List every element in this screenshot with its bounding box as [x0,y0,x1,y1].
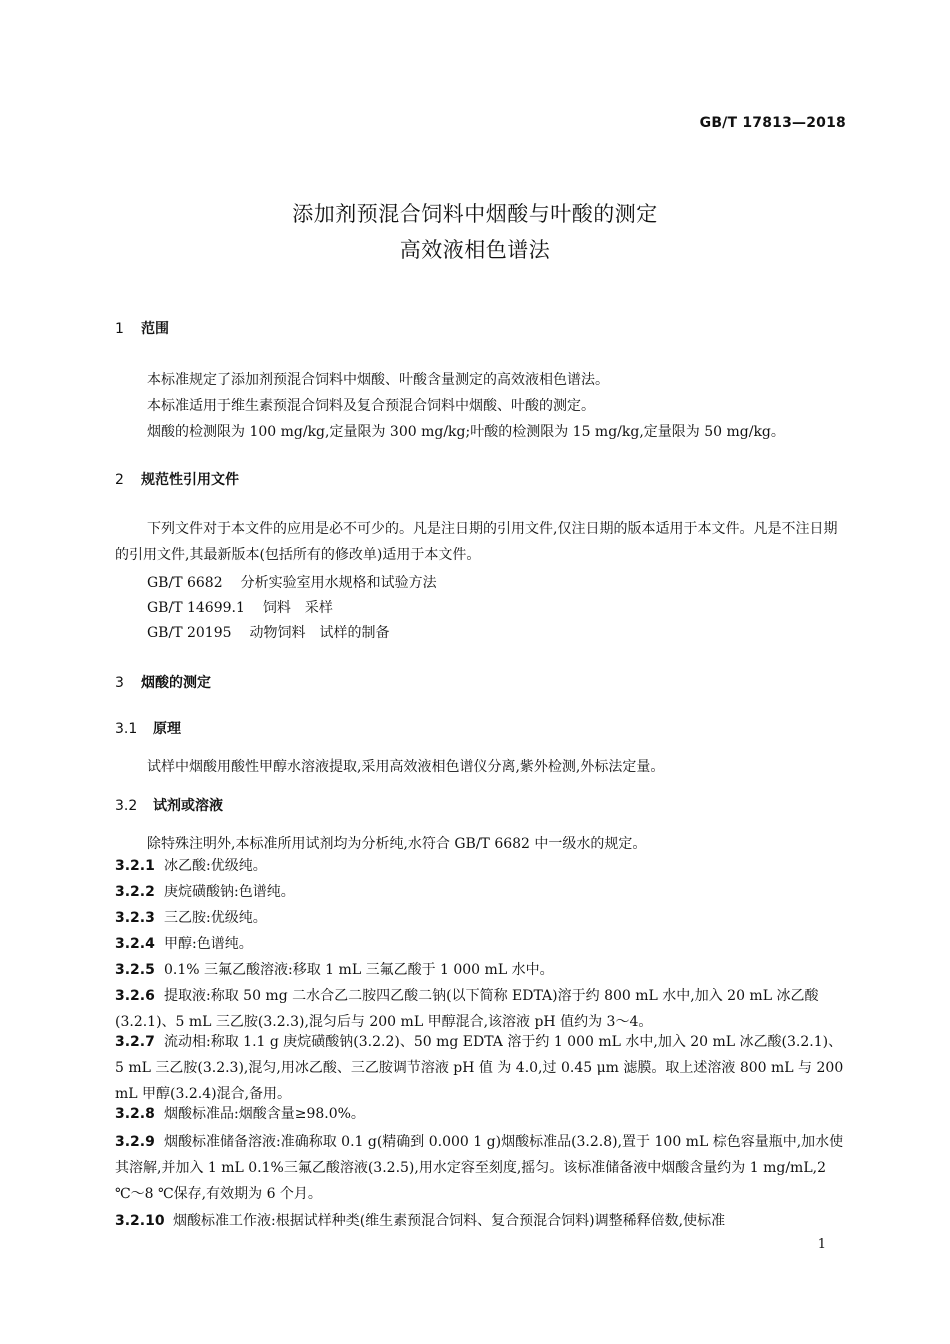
clause-text: 冰乙酸:优级纯。 [164,858,267,874]
reagent-item [115,983,846,1035]
clause-text: 庚烷磺酸钠:色谱纯。 [164,884,295,900]
reagent-item [115,1101,846,1127]
scope-paragraph-2: 本标准适用于维生素预混合饲料及复合预混合饲料中烟酸、叶酸的测定。 [147,398,595,414]
clause-number: 3.2.8 [115,1106,155,1122]
document-title-line2: 高效液相色谱法 [399,238,551,262]
subsection-title: 试剂或溶液 [153,798,223,814]
reagent-item [115,879,846,905]
reference-item [147,622,390,642]
clause-number: 3.2.3 [115,910,155,926]
clause-text: 0.1% 三氟乙酸溶液:移取 1 mL 三氟乙酸于 1 000 mL 水中。 [164,962,554,978]
document-title-line1: 添加剂预混合饲料中烟酸与叶酸的测定 [292,202,658,226]
section-number: 1 [115,321,124,337]
reference-item [147,572,437,592]
clause-text: 提取液:称取 50 mg 二水合乙二胺四乙酸二钠(以下简称 EDTA)溶于约 800 mL 水中,加入 20 mL 冰乙酸(3.2.1)、5 mL 三乙胺(3.2.3),混匀后与 200 mL 甲醇混合,该溶液 pH 值约为 3～4。 [115,988,819,1030]
reagent-item [115,905,846,931]
clause-number: 3.2.1 [115,858,155,874]
standard-code: GB/T 17813—2018 [699,115,846,131]
subsection-3-1-heading [115,718,181,738]
reagent-item [115,931,846,957]
principle-text: 试样中烟酸用酸性甲醇水溶液提取,采用高效液相色谱仪分离,紫外检测,外标法定量。 [147,759,665,775]
reagents-intro: 除特殊注明外,本标准所用试剂均为分析纯,水符合 GB/T 6682 中一级水的规定。 [147,836,647,852]
reagent-item [115,853,846,879]
section-number: 2 [115,472,124,488]
references-intro: 下列文件对于本文件的应用是必不可少的。凡是注日期的引用文件,仅注日期的版本适用于本文件。凡是不注日期的引用文件,其最新版本(包括所有的修改单)适用于本文件。 [115,521,838,563]
clause-text: 甲醇:色谱纯。 [164,936,253,952]
clause-text: 三乙胺:优级纯。 [164,910,267,926]
section-title: 烟酸的测定 [141,675,211,691]
reference-item [147,597,333,617]
clause-number: 3.2.7 [115,1034,155,1050]
section-title: 规范性引用文件 [141,472,239,488]
reagent-item [115,1029,846,1107]
reference-code: GB/T 20195 [147,625,232,641]
clause-number: 3.2.4 [115,936,155,952]
clause-text: 流动相:称取 1.1 g 庚烷磺酸钠(3.2.2)、50 mg EDTA 溶于约 1 000 mL 水中,加入 20 mL 冰乙酸(3.2.1)、5 mL 三乙胺(3.2.3),混匀,用冰乙酸、三乙胺调节溶液 pH 值 为 4.0,过 0.45 μm 滤膜。取上述溶液 800 mL 与 200 mL 甲醇(3.2.4)混合,备用。 [115,1034,844,1102]
clause-number: 3.2.10 [115,1213,165,1229]
scope-paragraph-1: 本标准规定了添加剂预混合饲料中烟酸、叶酸含量测定的高效液相色谱法。 [147,372,609,388]
reagent-item [115,1208,846,1234]
reference-title: 分析实验室用水规格和试验方法 [240,575,437,591]
reference-title: 饲料 采样 [262,600,333,616]
reference-title: 动物饲料 试样的制备 [249,625,390,641]
section-3-heading [115,672,211,692]
reagent-item [115,1129,846,1207]
subsection-3-2-heading [115,795,223,815]
reference-code: GB/T 14699.1 [147,600,245,616]
scope-paragraph-3: 烟酸的检测限为 100 mg/kg,定量限为 300 mg/kg;叶酸的检测限为 15 mg/kg,定量限为 50 mg/kg。 [147,424,785,440]
clause-number: 3.2.9 [115,1134,155,1150]
section-1-heading [115,318,169,338]
clause-number: 3.2.5 [115,962,155,978]
subsection-number: 3.2 [115,798,138,814]
clause-number: 3.2.6 [115,988,155,1004]
reference-code: GB/T 6682 [147,575,223,591]
clause-text: 烟酸标准储备溶液:准确称取 0.1 g(精确到 0.000 1 g)烟酸标准品(3.2.8),置于 100 mL 棕色容量瓶中,加水使其溶解,并加入 1 mL 0.1%三氟乙酸溶液(3.2.5),用水定容至刻度,摇匀。该标准储备液中烟酸含量约为 1 mg/mL,2 ℃～8 ℃保存,有效期为 6 个月。 [115,1134,844,1202]
section-2-heading [115,469,239,489]
reagent-item [115,957,846,983]
subsection-title: 原理 [153,721,181,737]
clause-number: 3.2.2 [115,884,155,900]
clause-text: 烟酸标准品:烟酸含量≥98.0%。 [164,1106,365,1122]
subsection-number: 3.1 [115,721,138,737]
section-title: 范围 [141,321,169,337]
section-number: 3 [115,675,124,691]
clause-text: 烟酸标准工作液:根据试样种类(维生素预混合饲料、复合预混合饲料)调整稀释倍数,使标准 [173,1213,726,1229]
page-number: 1 [817,1237,826,1252]
